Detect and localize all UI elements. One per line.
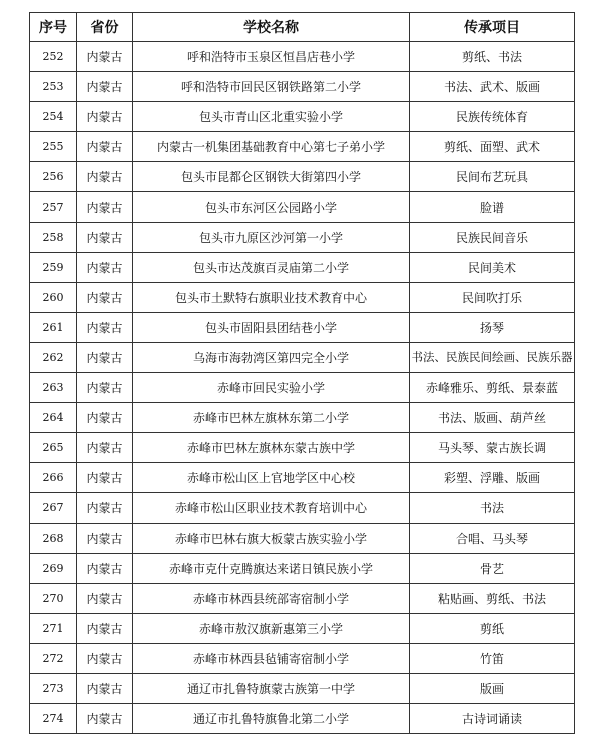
cell-num: 254 — [30, 102, 77, 132]
cell-school: 通辽市扎鲁特旗蒙古族第一中学 — [133, 673, 410, 703]
table-row — [30, 312, 575, 342]
table-row — [30, 102, 575, 132]
cell-province: 内蒙古 — [77, 192, 133, 222]
cell-province: 内蒙古 — [77, 463, 133, 493]
table-row — [30, 162, 575, 192]
cell-project: 剪纸、书法 — [410, 42, 575, 72]
table-row — [30, 342, 575, 372]
cell-num: 261 — [30, 312, 77, 342]
cell-province: 内蒙古 — [77, 252, 133, 282]
cell-num: 257 — [30, 192, 77, 222]
cell-project: 书法 — [410, 493, 575, 523]
cell-project: 竹笛 — [410, 643, 575, 673]
cell-project: 古诗词诵读 — [410, 704, 575, 734]
cell-school: 赤峰市巴林左旗林东第二小学 — [133, 403, 410, 433]
table-header — [30, 13, 575, 42]
cell-province: 内蒙古 — [77, 373, 133, 403]
cell-province: 内蒙古 — [77, 613, 133, 643]
cell-project: 民族民间音乐 — [410, 222, 575, 252]
header-province: 省份 — [77, 13, 133, 42]
cell-num: 256 — [30, 162, 77, 192]
table-row — [30, 673, 575, 703]
table-row — [30, 643, 575, 673]
cell-project: 马头琴、蒙古族长调 — [410, 433, 575, 463]
table-row — [30, 252, 575, 282]
cell-project: 民族传统体育 — [410, 102, 575, 132]
cell-school: 包头市达茂旗百灵庙第二小学 — [133, 252, 410, 282]
cell-school: 包头市土默特右旗职业技术教育中心 — [133, 282, 410, 312]
table-row — [30, 433, 575, 463]
cell-province: 内蒙古 — [77, 162, 133, 192]
cell-project: 赤峰雅乐、剪纸、景泰蓝 — [410, 373, 575, 403]
cell-school: 乌海市海勃湾区第四完全小学 — [133, 342, 410, 372]
cell-province: 内蒙古 — [77, 42, 133, 72]
cell-num: 260 — [30, 282, 77, 312]
cell-school: 通辽市扎鲁特旗鲁北第二小学 — [133, 704, 410, 734]
cell-province: 内蒙古 — [77, 403, 133, 433]
table-row — [30, 463, 575, 493]
cell-num: 266 — [30, 463, 77, 493]
header-project: 传承项目 — [410, 13, 575, 42]
header-school: 学校名称 — [133, 13, 410, 42]
cell-province: 内蒙古 — [77, 132, 133, 162]
cell-project: 民间吹打乐 — [410, 282, 575, 312]
cell-school: 赤峰市回民实验小学 — [133, 373, 410, 403]
table-row — [30, 222, 575, 252]
cell-num: 271 — [30, 613, 77, 643]
table-row — [30, 132, 575, 162]
cell-num: 274 — [30, 704, 77, 734]
cell-project: 书法、武术、版画 — [410, 72, 575, 102]
table-body — [30, 42, 575, 734]
cell-province: 内蒙古 — [77, 673, 133, 703]
cell-num: 252 — [30, 42, 77, 72]
cell-province: 内蒙古 — [77, 222, 133, 252]
cell-province: 内蒙古 — [77, 553, 133, 583]
cell-province: 内蒙古 — [77, 72, 133, 102]
cell-school: 赤峰市巴林左旗林东蒙古族中学 — [133, 433, 410, 463]
table-row — [30, 72, 575, 102]
cell-num: 267 — [30, 493, 77, 523]
cell-project: 彩塑、浮雕、版画 — [410, 463, 575, 493]
cell-school: 包头市固阳县团结巷小学 — [133, 312, 410, 342]
heritage-school-table — [29, 12, 575, 734]
cell-project: 剪纸 — [410, 613, 575, 643]
cell-num: 258 — [30, 222, 77, 252]
table-row — [30, 613, 575, 643]
table-row — [30, 42, 575, 72]
cell-school: 包头市青山区北重实验小学 — [133, 102, 410, 132]
table-row — [30, 704, 575, 734]
cell-school: 赤峰市林西县统部寄宿制小学 — [133, 583, 410, 613]
cell-project: 合唱、马头琴 — [410, 523, 575, 553]
cell-num: 270 — [30, 583, 77, 613]
cell-province: 内蒙古 — [77, 433, 133, 463]
cell-project: 书法、版画、葫芦丝 — [410, 403, 575, 433]
table-row — [30, 553, 575, 583]
cell-school: 赤峰市巴林右旗大板蒙古族实验小学 — [133, 523, 410, 553]
cell-province: 内蒙古 — [77, 282, 133, 312]
table-row — [30, 523, 575, 553]
cell-school: 赤峰市克什克腾旗达来诺日镇民族小学 — [133, 553, 410, 583]
cell-province: 内蒙古 — [77, 102, 133, 132]
header-row — [30, 13, 575, 42]
table-row — [30, 493, 575, 523]
cell-project: 版画 — [410, 673, 575, 703]
cell-province: 内蒙古 — [77, 704, 133, 734]
cell-school: 赤峰市松山区上官地学区中心校 — [133, 463, 410, 493]
cell-num: 263 — [30, 373, 77, 403]
header-num: 序号 — [30, 13, 77, 42]
cell-province: 内蒙古 — [77, 342, 133, 372]
cell-num: 268 — [30, 523, 77, 553]
cell-province: 内蒙古 — [77, 643, 133, 673]
cell-school: 包头市昆都仑区钢铁大街第四小学 — [133, 162, 410, 192]
cell-school: 赤峰市敖汉旗新惠第三小学 — [133, 613, 410, 643]
cell-school: 包头市东河区公园路小学 — [133, 192, 410, 222]
cell-province: 内蒙古 — [77, 493, 133, 523]
cell-project: 骨艺 — [410, 553, 575, 583]
cell-project: 民间布艺玩具 — [410, 162, 575, 192]
cell-num: 262 — [30, 342, 77, 372]
table-row — [30, 282, 575, 312]
cell-province: 内蒙古 — [77, 312, 133, 342]
cell-project: 书法、民族民间绘画、民族乐器 — [410, 342, 575, 372]
cell-num: 273 — [30, 673, 77, 703]
cell-school: 呼和浩特市玉泉区恒昌店巷小学 — [133, 42, 410, 72]
cell-province: 内蒙古 — [77, 583, 133, 613]
cell-school: 内蒙古一机集团基础教育中心第七子弟小学 — [133, 132, 410, 162]
cell-num: 253 — [30, 72, 77, 102]
cell-project: 民间美术 — [410, 252, 575, 282]
cell-province: 内蒙古 — [77, 523, 133, 553]
cell-num: 272 — [30, 643, 77, 673]
cell-num: 269 — [30, 553, 77, 583]
cell-project: 扬琴 — [410, 312, 575, 342]
cell-num: 265 — [30, 433, 77, 463]
cell-school: 赤峰市松山区职业技术教育培训中心 — [133, 493, 410, 523]
cell-project: 剪纸、面塑、武术 — [410, 132, 575, 162]
table-row — [30, 583, 575, 613]
cell-project: 脸谱 — [410, 192, 575, 222]
cell-num: 259 — [30, 252, 77, 282]
cell-school: 包头市九原区沙河第一小学 — [133, 222, 410, 252]
table-row — [30, 403, 575, 433]
cell-project: 粘贴画、剪纸、书法 — [410, 583, 575, 613]
cell-num: 264 — [30, 403, 77, 433]
cell-num: 255 — [30, 132, 77, 162]
table-row — [30, 373, 575, 403]
cell-school: 呼和浩特市回民区钢铁路第二小学 — [133, 72, 410, 102]
table-row — [30, 192, 575, 222]
cell-school: 赤峰市林西县毡铺寄宿制小学 — [133, 643, 410, 673]
